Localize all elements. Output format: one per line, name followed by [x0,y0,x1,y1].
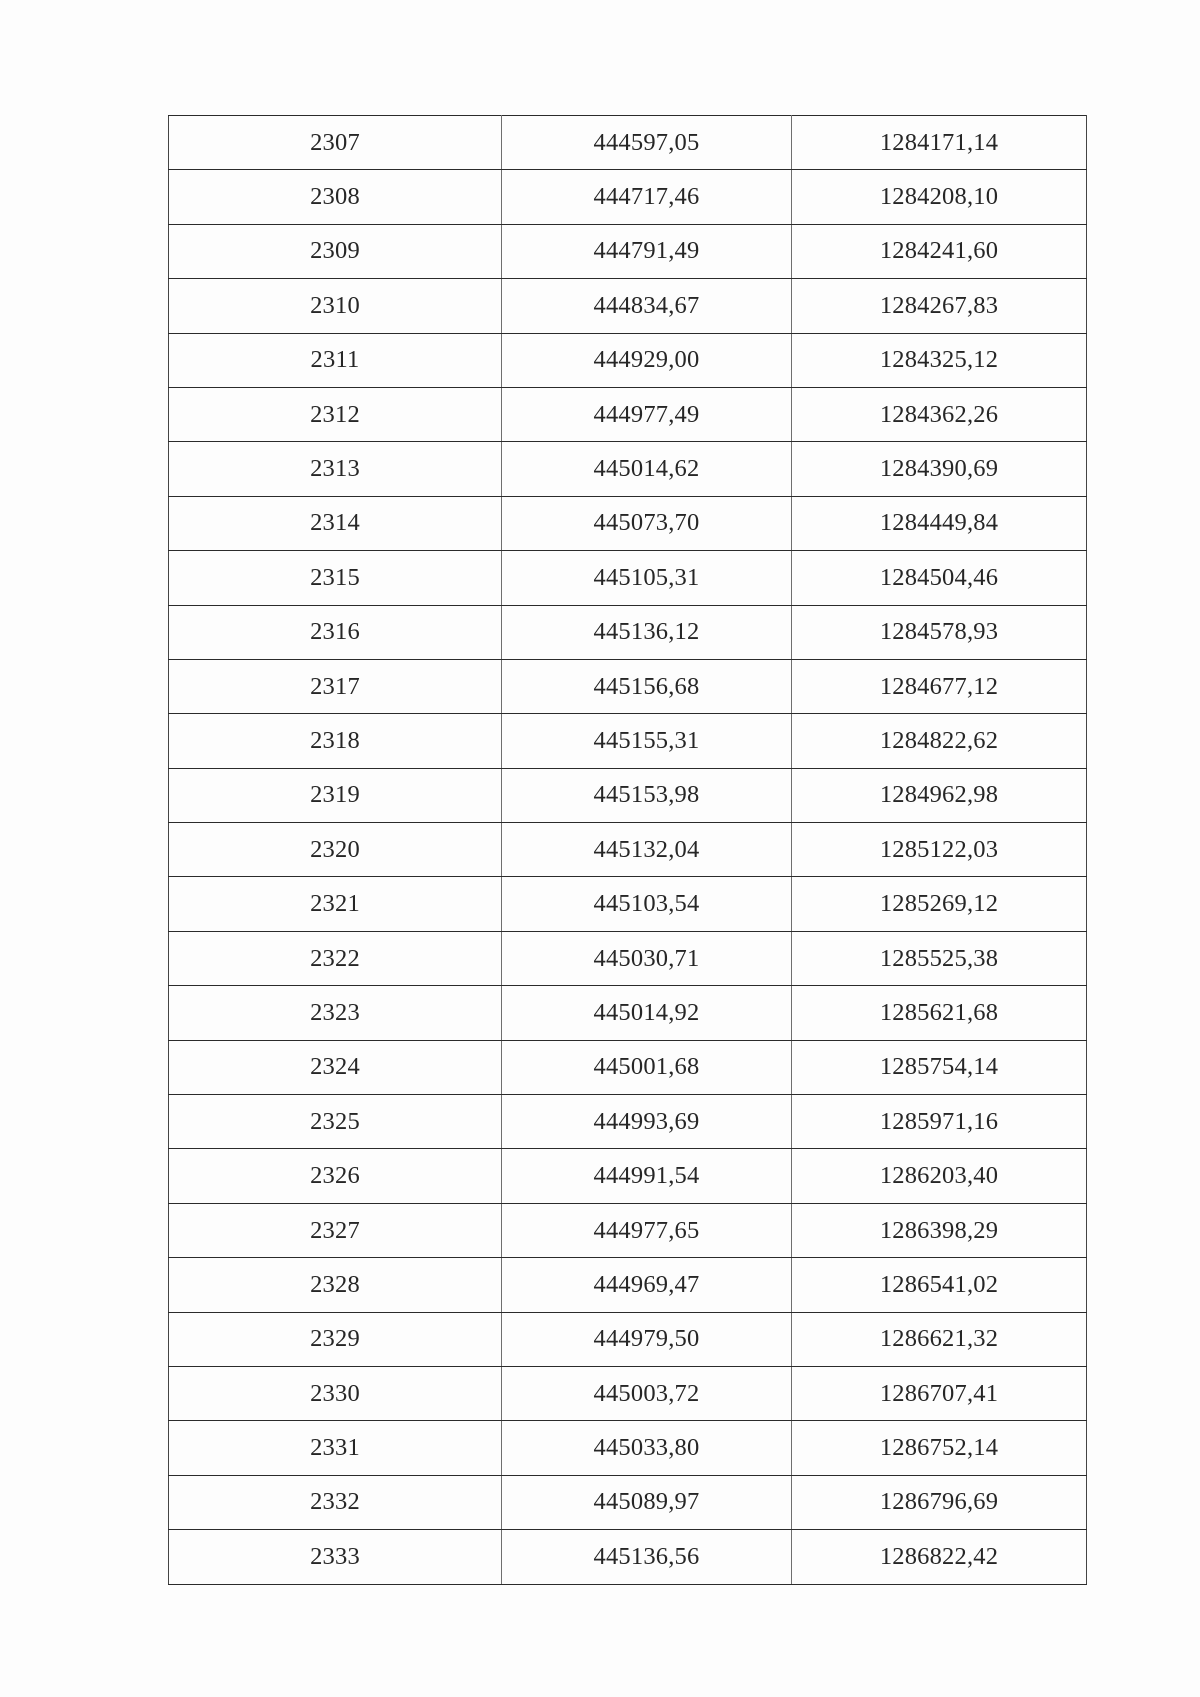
x-coordinate-cell: 445073,70 [502,496,792,550]
table-row [169,551,1087,605]
point-number-cell: 2316 [169,605,502,659]
y-coordinate-cell: 1286752,14 [792,1421,1087,1475]
point-number-cell: 2312 [169,387,502,441]
table-row [169,1421,1087,1475]
point-number-cell: 2327 [169,1203,502,1257]
x-coordinate-cell: 445136,12 [502,605,792,659]
table-row [169,170,1087,224]
table-row [169,1203,1087,1257]
x-coordinate-cell: 445030,71 [502,931,792,985]
point-number-cell: 2311 [169,333,502,387]
point-number-cell: 2320 [169,823,502,877]
point-number-cell: 2325 [169,1095,502,1149]
y-coordinate-cell: 1286398,29 [792,1203,1087,1257]
point-number-cell: 2333 [169,1530,502,1584]
y-coordinate-cell: 1285122,03 [792,823,1087,877]
table-row [169,442,1087,496]
table-row [169,605,1087,659]
coordinates-table-body [169,116,1087,1585]
y-coordinate-cell: 1286707,41 [792,1366,1087,1420]
x-coordinate-cell: 444977,65 [502,1203,792,1257]
y-coordinate-cell: 1284208,10 [792,170,1087,224]
x-coordinate-cell: 444834,67 [502,279,792,333]
table-row [169,877,1087,931]
point-number-cell: 2307 [169,116,502,170]
x-coordinate-cell: 445014,92 [502,986,792,1040]
table-row [169,1040,1087,1094]
table-row [169,1366,1087,1420]
table-row [169,1530,1087,1584]
y-coordinate-cell: 1284449,84 [792,496,1087,550]
table-row [169,1475,1087,1529]
x-coordinate-cell: 444977,49 [502,387,792,441]
x-coordinate-cell: 444991,54 [502,1149,792,1203]
x-coordinate-cell: 445132,04 [502,823,792,877]
point-number-cell: 2322 [169,931,502,985]
point-number-cell: 2329 [169,1312,502,1366]
x-coordinate-cell: 445089,97 [502,1475,792,1529]
x-coordinate-cell: 444993,69 [502,1095,792,1149]
y-coordinate-cell: 1286621,32 [792,1312,1087,1366]
table-row [169,1312,1087,1366]
y-coordinate-cell: 1286541,02 [792,1258,1087,1312]
point-number-cell: 2314 [169,496,502,550]
table-row [169,714,1087,768]
y-coordinate-cell: 1285971,16 [792,1095,1087,1149]
x-coordinate-cell: 444791,49 [502,224,792,278]
y-coordinate-cell: 1285269,12 [792,877,1087,931]
table-row [169,768,1087,822]
x-coordinate-cell: 445136,56 [502,1530,792,1584]
point-number-cell: 2317 [169,659,502,713]
x-coordinate-cell: 445001,68 [502,1040,792,1094]
table-row [169,279,1087,333]
point-number-cell: 2332 [169,1475,502,1529]
table-row [169,659,1087,713]
y-coordinate-cell: 1284822,62 [792,714,1087,768]
y-coordinate-cell: 1284390,69 [792,442,1087,496]
x-coordinate-cell: 444979,50 [502,1312,792,1366]
point-number-cell: 2319 [169,768,502,822]
x-coordinate-cell: 445155,31 [502,714,792,768]
point-number-cell: 2321 [169,877,502,931]
table-row [169,986,1087,1040]
table-row [169,1258,1087,1312]
x-coordinate-cell: 445033,80 [502,1421,792,1475]
table-row [169,496,1087,550]
x-coordinate-cell: 445014,62 [502,442,792,496]
point-number-cell: 2331 [169,1421,502,1475]
x-coordinate-cell: 445003,72 [502,1366,792,1420]
x-coordinate-cell: 444597,05 [502,116,792,170]
point-number-cell: 2318 [169,714,502,768]
x-coordinate-cell: 445103,54 [502,877,792,931]
x-coordinate-cell: 445153,98 [502,768,792,822]
point-number-cell: 2328 [169,1258,502,1312]
y-coordinate-cell: 1286796,69 [792,1475,1087,1529]
y-coordinate-cell: 1284962,98 [792,768,1087,822]
table-row [169,1149,1087,1203]
x-coordinate-cell: 444717,46 [502,170,792,224]
x-coordinate-cell: 445105,31 [502,551,792,605]
y-coordinate-cell: 1285621,68 [792,986,1087,1040]
point-number-cell: 2310 [169,279,502,333]
y-coordinate-cell: 1284325,12 [792,333,1087,387]
coordinates-table [168,115,1087,1585]
x-coordinate-cell: 444929,00 [502,333,792,387]
table-row [169,387,1087,441]
y-coordinate-cell: 1284362,26 [792,387,1087,441]
point-number-cell: 2324 [169,1040,502,1094]
y-coordinate-cell: 1284677,12 [792,659,1087,713]
y-coordinate-cell: 1284267,83 [792,279,1087,333]
x-coordinate-cell: 444969,47 [502,1258,792,1312]
y-coordinate-cell: 1284241,60 [792,224,1087,278]
point-number-cell: 2309 [169,224,502,278]
table-row [169,1095,1087,1149]
y-coordinate-cell: 1285754,14 [792,1040,1087,1094]
table-row [169,931,1087,985]
point-number-cell: 2308 [169,170,502,224]
point-number-cell: 2313 [169,442,502,496]
point-number-cell: 2330 [169,1366,502,1420]
y-coordinate-cell: 1284578,93 [792,605,1087,659]
point-number-cell: 2315 [169,551,502,605]
x-coordinate-cell: 445156,68 [502,659,792,713]
table-row [169,116,1087,170]
y-coordinate-cell: 1284171,14 [792,116,1087,170]
table-row [169,823,1087,877]
y-coordinate-cell: 1284504,46 [792,551,1087,605]
point-number-cell: 2323 [169,986,502,1040]
y-coordinate-cell: 1286203,40 [792,1149,1087,1203]
table-row [169,224,1087,278]
table-row [169,333,1087,387]
y-coordinate-cell: 1286822,42 [792,1530,1087,1584]
point-number-cell: 2326 [169,1149,502,1203]
y-coordinate-cell: 1285525,38 [792,931,1087,985]
